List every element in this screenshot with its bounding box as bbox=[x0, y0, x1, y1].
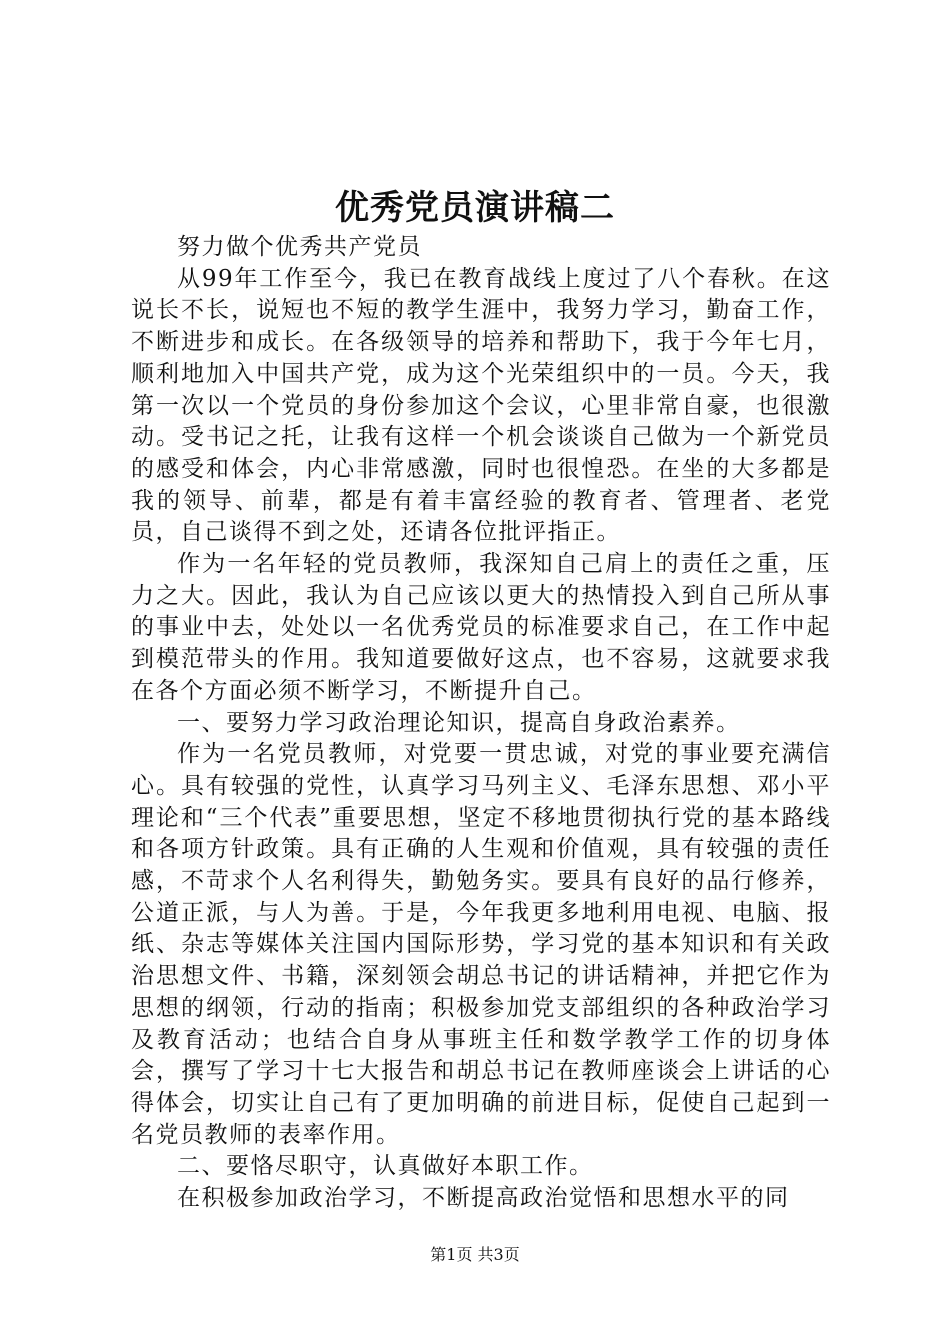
page-footer: 第1页 共3页 bbox=[430, 1245, 520, 1264]
section-heading: 二、要恪尽职守，认真做好本职工作。 bbox=[177, 1153, 594, 1180]
paragraph: 作为一名年轻的党员教师，我深知自己肩上的责任之重，压力之大。因此，我认为自己应该以更大的热情投入到自己所从事的事业中去，处处以一名优秀党员的标准要求自己，在工作中起到模范带头的作用。我知道要做好这点，也不容易，这就要求我在各个方面必须不断学习，不断提升自己。 bbox=[131, 551, 831, 704]
paragraph: 作为一名党员教师，对党要一贯忠诚，对党的事业要充满信心。具有较强的党性，认真学习马列主义、毛泽东思想、邓小平理论和“三个代表”重要思想，坚定不移地贯彻执行党的基本路线和各项方针政策。具有正确的人生观和价值观，具有较强的责任感，不苛求个人名利得失，勤勉务实。要具有良好的品行修养，公道正派，与人为善。于是，今年我更多地利用电视、电脑、报纸、杂志等媒体关注国内国际形势，学习党的基本知识和有关政治思想文件、书籍，深刻领会胡总书记的讲话精神，并把它作为思想的纲领，行动的指南；积极参加党支部组织的各种政治学习及教育活动；也结合自身从事班主任和数学教学工作的切身体会，撰写了学习十七大报告和胡总书记在教师座谈会上讲话的心得体会，切实让自己有了更加明确的前进目标，促使自己起到一名党员教师的表率作用。 bbox=[131, 741, 831, 1148]
paragraph: 在积极参加政治学习，不断提高政治觉悟和思想水平的同 bbox=[177, 1185, 790, 1212]
paragraph-subtitle: 努力做个优秀共产党员 bbox=[177, 234, 422, 260]
document-body bbox=[131, 232, 831, 1215]
document-title: 优秀党员演讲稿二 bbox=[335, 188, 615, 228]
paragraph: 从99年工作至今，我已在教育战线上度过了八个春秋。在这说长不长，说短也不短的教学生涯中，我努力学习，勤奋工作，不断进步和成长。在各级领导的培养和帮助下，我于今年七月，顺利地加入中国共产党，成为这个光荣组织中的一员。今天，我第一次以一个党员的身份参加这个会议，心里非常自豪，也很激动。受书记之托，让我有这样一个机会谈谈自己做为一个新党员的感受和体会，内心非常感激，同时也很惶恐。在坐的大多都是我的领导、前辈，都是有着丰富经验的教育者、管理者、老党员，自己谈得不到之处，还请各位批评指正。 bbox=[131, 265, 831, 546]
section-heading: 一、要努力学习政治理论知识，提高自身政治素养。 bbox=[177, 709, 741, 736]
